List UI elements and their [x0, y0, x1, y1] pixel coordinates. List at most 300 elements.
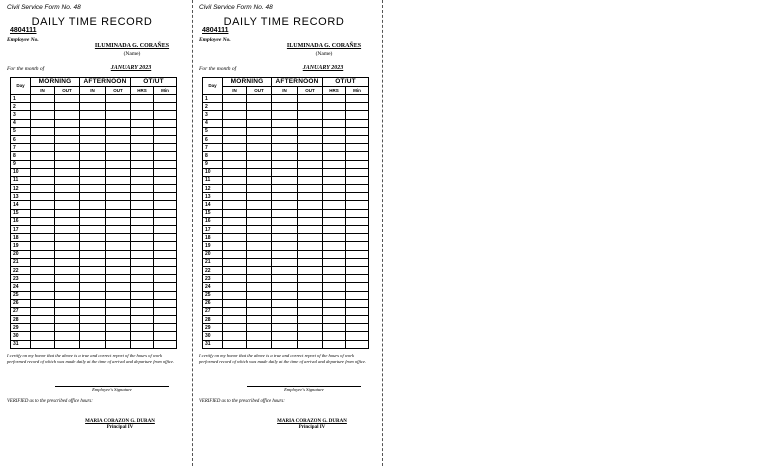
time-cell[interactable] [80, 275, 106, 283]
time-cell[interactable] [272, 119, 298, 127]
time-cell[interactable] [298, 332, 323, 340]
time-cell[interactable] [55, 103, 80, 111]
time-cell[interactable] [247, 111, 272, 119]
time-cell[interactable] [106, 160, 131, 168]
time-cell[interactable] [247, 250, 272, 258]
time-cell[interactable] [131, 193, 154, 201]
time-cell[interactable] [223, 275, 247, 283]
time-cell[interactable] [247, 217, 272, 225]
time-cell[interactable] [106, 119, 131, 127]
time-cell[interactable] [247, 283, 272, 291]
time-cell[interactable] [298, 340, 323, 348]
time-cell[interactable] [272, 176, 298, 184]
time-cell[interactable] [346, 103, 369, 111]
time-cell[interactable] [31, 340, 55, 348]
time-cell[interactable] [154, 250, 177, 258]
time-cell[interactable] [154, 291, 177, 299]
time-cell[interactable] [106, 324, 131, 332]
time-cell[interactable] [106, 234, 131, 242]
time-cell[interactable] [323, 234, 346, 242]
time-cell[interactable] [346, 316, 369, 324]
time-cell[interactable] [106, 103, 131, 111]
time-cell[interactable] [131, 340, 154, 348]
time-cell[interactable] [55, 275, 80, 283]
time-cell[interactable] [31, 95, 55, 103]
time-cell[interactable] [55, 316, 80, 324]
time-cell[interactable] [131, 275, 154, 283]
time-cell[interactable] [31, 332, 55, 340]
time-cell[interactable] [131, 234, 154, 242]
time-cell[interactable] [80, 176, 106, 184]
time-cell[interactable] [223, 111, 247, 119]
time-cell[interactable] [131, 160, 154, 168]
time-cell[interactable] [31, 217, 55, 225]
time-cell[interactable] [55, 185, 80, 193]
time-cell[interactable] [272, 111, 298, 119]
time-cell[interactable] [346, 226, 369, 234]
time-cell[interactable] [80, 201, 106, 209]
time-cell[interactable] [272, 283, 298, 291]
time-cell[interactable] [272, 209, 298, 217]
time-cell[interactable] [247, 332, 272, 340]
time-cell[interactable] [106, 144, 131, 152]
time-cell[interactable] [154, 340, 177, 348]
time-cell[interactable] [55, 209, 80, 217]
time-cell[interactable] [106, 135, 131, 143]
time-cell[interactable] [223, 266, 247, 274]
time-cell[interactable] [55, 250, 80, 258]
time-cell[interactable] [31, 316, 55, 324]
time-cell[interactable] [346, 217, 369, 225]
time-cell[interactable] [323, 266, 346, 274]
time-cell[interactable] [106, 127, 131, 135]
time-cell[interactable] [154, 103, 177, 111]
time-cell[interactable] [55, 266, 80, 274]
time-cell[interactable] [154, 217, 177, 225]
time-cell[interactable] [323, 152, 346, 160]
time-cell[interactable] [323, 95, 346, 103]
time-cell[interactable] [154, 127, 177, 135]
time-cell[interactable] [298, 103, 323, 111]
time-cell[interactable] [223, 307, 247, 315]
time-cell[interactable] [223, 324, 247, 332]
time-cell[interactable] [323, 291, 346, 299]
time-cell[interactable] [131, 152, 154, 160]
time-cell[interactable] [346, 209, 369, 217]
time-cell[interactable] [131, 266, 154, 274]
time-cell[interactable] [223, 242, 247, 250]
time-cell[interactable] [298, 299, 323, 307]
time-cell[interactable] [346, 299, 369, 307]
time-cell[interactable] [80, 324, 106, 332]
time-cell[interactable] [223, 217, 247, 225]
time-cell[interactable] [298, 111, 323, 119]
time-cell[interactable] [31, 135, 55, 143]
time-cell[interactable] [31, 209, 55, 217]
time-cell[interactable] [154, 258, 177, 266]
time-cell[interactable] [323, 201, 346, 209]
time-cell[interactable] [272, 324, 298, 332]
time-cell[interactable] [223, 283, 247, 291]
time-cell[interactable] [298, 127, 323, 135]
time-cell[interactable] [247, 234, 272, 242]
time-cell[interactable] [272, 160, 298, 168]
time-cell[interactable] [223, 119, 247, 127]
time-cell[interactable] [247, 258, 272, 266]
time-cell[interactable] [346, 242, 369, 250]
time-cell[interactable] [106, 258, 131, 266]
time-cell[interactable] [272, 299, 298, 307]
time-cell[interactable] [323, 316, 346, 324]
time-cell[interactable] [346, 168, 369, 176]
time-cell[interactable] [298, 316, 323, 324]
time-cell[interactable] [323, 283, 346, 291]
time-cell[interactable] [80, 258, 106, 266]
time-cell[interactable] [323, 307, 346, 315]
time-cell[interactable] [154, 152, 177, 160]
time-cell[interactable] [223, 168, 247, 176]
time-cell[interactable] [247, 291, 272, 299]
time-cell[interactable] [31, 193, 55, 201]
time-cell[interactable] [55, 176, 80, 184]
time-cell[interactable] [223, 299, 247, 307]
time-cell[interactable] [323, 275, 346, 283]
time-cell[interactable] [323, 209, 346, 217]
time-cell[interactable] [131, 103, 154, 111]
time-cell[interactable] [247, 103, 272, 111]
time-cell[interactable] [154, 307, 177, 315]
time-cell[interactable] [80, 266, 106, 274]
time-cell[interactable] [323, 127, 346, 135]
time-cell[interactable] [154, 316, 177, 324]
time-cell[interactable] [247, 193, 272, 201]
time-cell[interactable] [323, 185, 346, 193]
time-cell[interactable] [247, 324, 272, 332]
time-cell[interactable] [272, 332, 298, 340]
time-cell[interactable] [154, 111, 177, 119]
time-cell[interactable] [31, 168, 55, 176]
time-cell[interactable] [31, 111, 55, 119]
time-cell[interactable] [131, 217, 154, 225]
time-cell[interactable] [80, 316, 106, 324]
time-cell[interactable] [223, 127, 247, 135]
time-cell[interactable] [31, 250, 55, 258]
time-cell[interactable] [106, 217, 131, 225]
time-cell[interactable] [106, 176, 131, 184]
time-cell[interactable] [272, 316, 298, 324]
time-cell[interactable] [298, 275, 323, 283]
time-cell[interactable] [247, 275, 272, 283]
time-cell[interactable] [106, 250, 131, 258]
time-cell[interactable] [106, 283, 131, 291]
time-cell[interactable] [106, 201, 131, 209]
time-cell[interactable] [55, 258, 80, 266]
time-cell[interactable] [55, 307, 80, 315]
time-cell[interactable] [31, 144, 55, 152]
time-cell[interactable] [346, 324, 369, 332]
time-cell[interactable] [31, 103, 55, 111]
time-cell[interactable] [154, 201, 177, 209]
time-cell[interactable] [55, 340, 80, 348]
time-cell[interactable] [223, 291, 247, 299]
time-cell[interactable] [106, 209, 131, 217]
time-cell[interactable] [247, 226, 272, 234]
time-cell[interactable] [106, 152, 131, 160]
time-cell[interactable] [323, 217, 346, 225]
time-cell[interactable] [106, 266, 131, 274]
time-cell[interactable] [223, 144, 247, 152]
time-cell[interactable] [131, 209, 154, 217]
time-cell[interactable] [31, 127, 55, 135]
time-cell[interactable] [106, 340, 131, 348]
time-cell[interactable] [223, 234, 247, 242]
time-cell[interactable] [346, 332, 369, 340]
time-cell[interactable] [346, 144, 369, 152]
time-cell[interactable] [131, 332, 154, 340]
time-cell[interactable] [55, 201, 80, 209]
time-cell[interactable] [80, 127, 106, 135]
time-cell[interactable] [80, 152, 106, 160]
time-cell[interactable] [154, 226, 177, 234]
time-cell[interactable] [154, 209, 177, 217]
time-cell[interactable] [223, 160, 247, 168]
time-cell[interactable] [80, 283, 106, 291]
time-cell[interactable] [131, 168, 154, 176]
time-cell[interactable] [247, 160, 272, 168]
time-cell[interactable] [223, 250, 247, 258]
time-cell[interactable] [272, 144, 298, 152]
time-cell[interactable] [80, 119, 106, 127]
time-cell[interactable] [323, 176, 346, 184]
time-cell[interactable] [247, 127, 272, 135]
time-cell[interactable] [106, 332, 131, 340]
time-cell[interactable] [223, 103, 247, 111]
time-cell[interactable] [346, 250, 369, 258]
time-cell[interactable] [272, 135, 298, 143]
time-cell[interactable] [323, 299, 346, 307]
time-cell[interactable] [346, 127, 369, 135]
time-cell[interactable] [31, 283, 55, 291]
time-cell[interactable] [154, 168, 177, 176]
time-cell[interactable] [346, 111, 369, 119]
time-cell[interactable] [31, 291, 55, 299]
time-cell[interactable] [346, 176, 369, 184]
time-cell[interactable] [298, 119, 323, 127]
time-cell[interactable] [31, 176, 55, 184]
time-cell[interactable] [223, 258, 247, 266]
time-cell[interactable] [223, 185, 247, 193]
time-cell[interactable] [131, 299, 154, 307]
time-cell[interactable] [323, 135, 346, 143]
time-cell[interactable] [154, 95, 177, 103]
time-cell[interactable] [154, 242, 177, 250]
time-cell[interactable] [247, 307, 272, 315]
time-cell[interactable] [80, 332, 106, 340]
time-cell[interactable] [223, 135, 247, 143]
time-cell[interactable] [323, 103, 346, 111]
time-cell[interactable] [272, 226, 298, 234]
time-cell[interactable] [298, 258, 323, 266]
time-cell[interactable] [31, 266, 55, 274]
time-cell[interactable] [272, 234, 298, 242]
time-cell[interactable] [154, 119, 177, 127]
time-cell[interactable] [346, 95, 369, 103]
time-cell[interactable] [80, 226, 106, 234]
time-cell[interactable] [272, 250, 298, 258]
time-cell[interactable] [223, 152, 247, 160]
time-cell[interactable] [154, 332, 177, 340]
time-cell[interactable] [247, 152, 272, 160]
time-cell[interactable] [80, 111, 106, 119]
time-cell[interactable] [272, 185, 298, 193]
time-cell[interactable] [298, 226, 323, 234]
time-cell[interactable] [247, 340, 272, 348]
time-cell[interactable] [55, 324, 80, 332]
time-cell[interactable] [80, 185, 106, 193]
time-cell[interactable] [131, 258, 154, 266]
time-cell[interactable] [106, 111, 131, 119]
time-cell[interactable] [131, 250, 154, 258]
time-cell[interactable] [55, 234, 80, 242]
time-cell[interactable] [106, 299, 131, 307]
time-cell[interactable] [154, 185, 177, 193]
time-cell[interactable] [272, 103, 298, 111]
time-cell[interactable] [298, 242, 323, 250]
time-cell[interactable] [298, 201, 323, 209]
time-cell[interactable] [272, 168, 298, 176]
time-cell[interactable] [223, 316, 247, 324]
time-cell[interactable] [154, 299, 177, 307]
time-cell[interactable] [106, 275, 131, 283]
time-cell[interactable] [80, 193, 106, 201]
time-cell[interactable] [272, 266, 298, 274]
time-cell[interactable] [323, 250, 346, 258]
time-cell[interactable] [298, 152, 323, 160]
time-cell[interactable] [80, 307, 106, 315]
time-cell[interactable] [131, 185, 154, 193]
time-cell[interactable] [223, 95, 247, 103]
time-cell[interactable] [323, 226, 346, 234]
time-cell[interactable] [247, 201, 272, 209]
time-cell[interactable] [55, 168, 80, 176]
time-cell[interactable] [223, 193, 247, 201]
time-cell[interactable] [272, 95, 298, 103]
time-cell[interactable] [346, 152, 369, 160]
time-cell[interactable] [154, 275, 177, 283]
time-cell[interactable] [55, 226, 80, 234]
time-cell[interactable] [323, 144, 346, 152]
time-cell[interactable] [80, 299, 106, 307]
time-cell[interactable] [298, 217, 323, 225]
time-cell[interactable] [323, 340, 346, 348]
time-cell[interactable] [272, 217, 298, 225]
time-cell[interactable] [346, 135, 369, 143]
time-cell[interactable] [55, 111, 80, 119]
time-cell[interactable] [223, 226, 247, 234]
time-cell[interactable] [31, 324, 55, 332]
time-cell[interactable] [80, 291, 106, 299]
time-cell[interactable] [131, 144, 154, 152]
time-cell[interactable] [272, 193, 298, 201]
time-cell[interactable] [80, 340, 106, 348]
time-cell[interactable] [154, 135, 177, 143]
time-cell[interactable] [106, 316, 131, 324]
time-cell[interactable] [131, 307, 154, 315]
time-cell[interactable] [298, 283, 323, 291]
time-cell[interactable] [131, 111, 154, 119]
time-cell[interactable] [223, 332, 247, 340]
time-cell[interactable] [298, 324, 323, 332]
time-cell[interactable] [247, 299, 272, 307]
time-cell[interactable] [298, 185, 323, 193]
time-cell[interactable] [55, 160, 80, 168]
time-cell[interactable] [55, 299, 80, 307]
time-cell[interactable] [346, 275, 369, 283]
time-cell[interactable] [298, 135, 323, 143]
time-cell[interactable] [247, 316, 272, 324]
time-cell[interactable] [247, 135, 272, 143]
time-cell[interactable] [55, 217, 80, 225]
time-cell[interactable] [272, 275, 298, 283]
time-cell[interactable] [223, 201, 247, 209]
time-cell[interactable] [80, 242, 106, 250]
time-cell[interactable] [323, 193, 346, 201]
time-cell[interactable] [272, 242, 298, 250]
time-cell[interactable] [106, 185, 131, 193]
time-cell[interactable] [106, 242, 131, 250]
time-cell[interactable] [154, 266, 177, 274]
time-cell[interactable] [346, 266, 369, 274]
time-cell[interactable] [55, 127, 80, 135]
time-cell[interactable] [298, 193, 323, 201]
time-cell[interactable] [247, 176, 272, 184]
time-cell[interactable] [323, 160, 346, 168]
time-cell[interactable] [247, 209, 272, 217]
time-cell[interactable] [247, 242, 272, 250]
time-cell[interactable] [31, 307, 55, 315]
time-cell[interactable] [154, 283, 177, 291]
time-cell[interactable] [247, 119, 272, 127]
time-cell[interactable] [80, 209, 106, 217]
time-cell[interactable] [154, 324, 177, 332]
time-cell[interactable] [80, 250, 106, 258]
time-cell[interactable] [31, 234, 55, 242]
time-cell[interactable] [55, 119, 80, 127]
time-cell[interactable] [346, 201, 369, 209]
time-cell[interactable] [323, 324, 346, 332]
time-cell[interactable] [298, 160, 323, 168]
time-cell[interactable] [131, 283, 154, 291]
time-cell[interactable] [346, 193, 369, 201]
time-cell[interactable] [272, 258, 298, 266]
time-cell[interactable] [298, 176, 323, 184]
time-cell[interactable] [31, 299, 55, 307]
time-cell[interactable] [80, 217, 106, 225]
time-cell[interactable] [298, 250, 323, 258]
time-cell[interactable] [106, 168, 131, 176]
time-cell[interactable] [154, 193, 177, 201]
time-cell[interactable] [346, 283, 369, 291]
time-cell[interactable] [247, 266, 272, 274]
time-cell[interactable] [31, 152, 55, 160]
time-cell[interactable] [247, 95, 272, 103]
time-cell[interactable] [154, 144, 177, 152]
time-cell[interactable] [131, 316, 154, 324]
time-cell[interactable] [323, 258, 346, 266]
time-cell[interactable] [31, 201, 55, 209]
time-cell[interactable] [55, 152, 80, 160]
time-cell[interactable] [106, 291, 131, 299]
